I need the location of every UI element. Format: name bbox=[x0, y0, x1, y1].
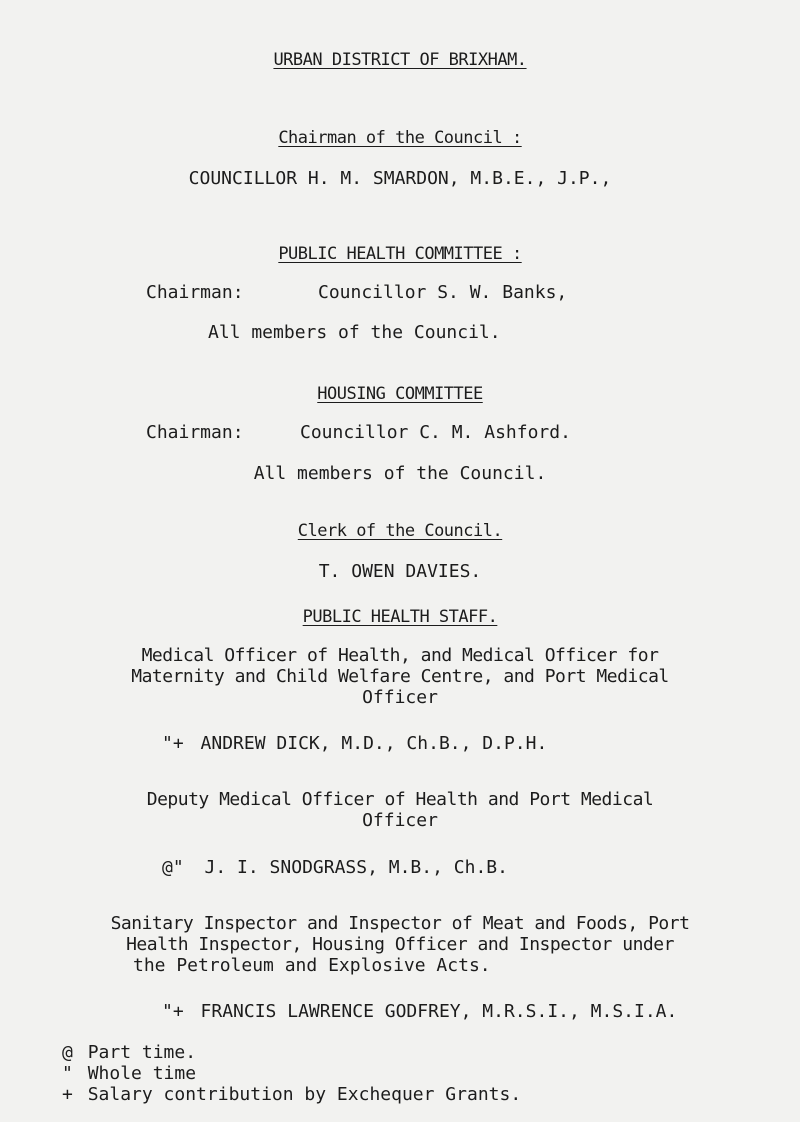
clerk-name: T. OWEN DAVIES. bbox=[318, 561, 482, 582]
mo-title-line-2: Maternity and Child Welfare Centre, and Port Medical bbox=[131, 666, 669, 687]
staff-heading: PUBLIC HEALTH STAFF. bbox=[302, 607, 498, 627]
legend-whole-text: Whole time bbox=[87, 1063, 197, 1084]
phc-heading: PUBLIC HEALTH COMMITTEE : bbox=[278, 244, 522, 264]
legend-salary-symbol: + bbox=[62, 1084, 73, 1105]
housing-chair-name: Councillor C. M. Ashford. bbox=[300, 422, 571, 443]
mo-title-line-3: Officer bbox=[362, 687, 438, 708]
dmo-title-line-1: Deputy Medical Officer of Health and Port Medical bbox=[146, 789, 654, 810]
housing-chair-label: Chairman: bbox=[146, 422, 244, 443]
document-title: URBAN DISTRICT OF BRIXHAM. bbox=[273, 50, 527, 70]
si-title-line-1: Sanitary Inspector and Inspector of Meat and Foods, Port bbox=[110, 913, 690, 934]
legend-whole-symbol: " bbox=[62, 1063, 73, 1084]
mo-name-line bbox=[162, 733, 547, 754]
mo-title-line-1: Medical Officer of Health, and Medical Officer for bbox=[141, 645, 659, 666]
clerk-heading: Clerk of the Council. bbox=[297, 521, 503, 541]
legend-part-time bbox=[62, 1042, 196, 1063]
housing-heading: HOUSING COMMITTEE bbox=[317, 384, 483, 404]
si-name: FRANCIS LAWRENCE GODFREY, M.R.S.I., M.S.I.A. bbox=[200, 1001, 678, 1022]
phc-members: All members of the Council. bbox=[208, 322, 501, 343]
si-title-line-3: the Petroleum and Explosive Acts. bbox=[133, 955, 491, 976]
dmo-name-line bbox=[162, 857, 508, 878]
housing-members: All members of the Council. bbox=[253, 463, 547, 484]
mo-mark: "+ bbox=[162, 733, 184, 754]
legend-salary bbox=[62, 1084, 521, 1105]
chairman-heading: Chairman of the Council : bbox=[278, 128, 522, 148]
legend-salary-text: Salary contribution by Exchequer Grants. bbox=[87, 1084, 522, 1105]
legend-part-text: Part time. bbox=[87, 1042, 197, 1063]
mo-name: ANDREW DICK, M.D., Ch.B., D.P.H. bbox=[200, 733, 548, 754]
si-name-line bbox=[162, 1001, 677, 1022]
legend-part-symbol: @ bbox=[62, 1042, 73, 1063]
phc-chair-name: Councillor S. W. Banks, bbox=[318, 282, 568, 303]
legend-whole-time bbox=[62, 1063, 196, 1084]
dmo-mark: @" bbox=[162, 857, 184, 878]
si-mark: "+ bbox=[162, 1001, 184, 1022]
chairman-name: COUNCILLOR H. M. SMARDON, M.B.E., J.P., bbox=[188, 168, 612, 189]
dmo-name: J. I. SNODGRASS, M.B., Ch.B. bbox=[204, 857, 508, 878]
dmo-title-line-2: Officer bbox=[362, 810, 438, 831]
phc-chair-label: Chairman: bbox=[146, 282, 244, 303]
si-title-line-2: Health Inspector, Housing Officer and Inspector under bbox=[126, 934, 674, 955]
